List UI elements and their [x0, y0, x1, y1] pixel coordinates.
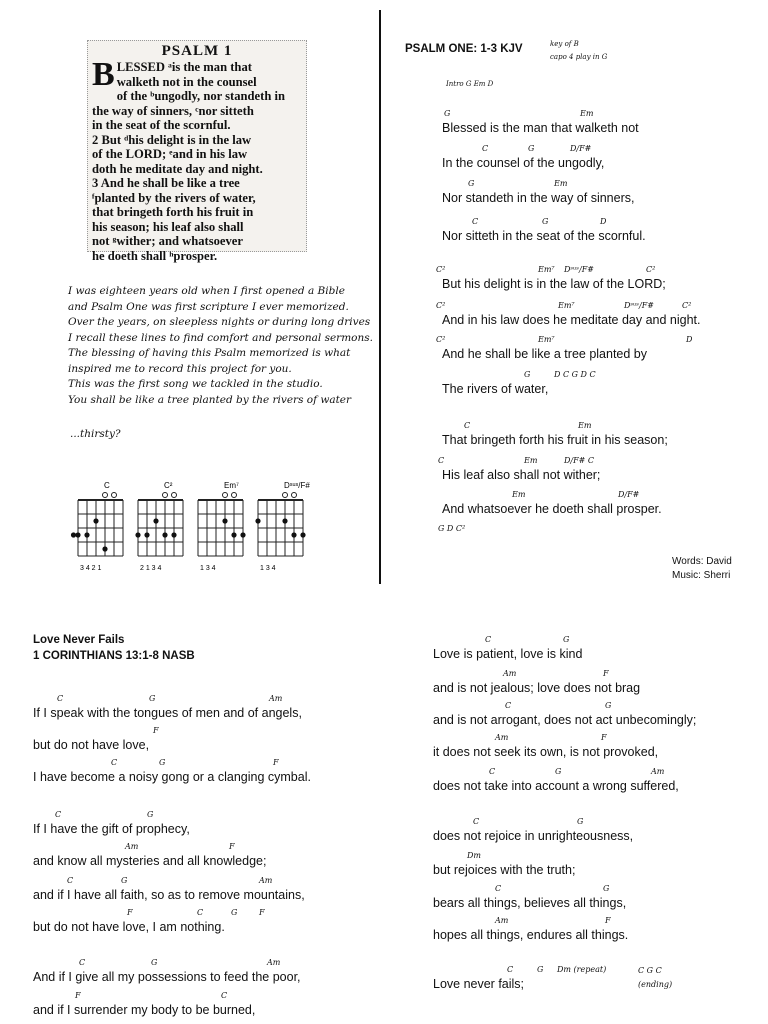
- chord-symbol: Am: [125, 842, 139, 851]
- chord-diagrams: [70, 478, 310, 574]
- psalm-scripture-clipping: [87, 40, 307, 263]
- chord-symbol: C²: [436, 335, 446, 344]
- lyric-line: it does not seek its own, is not provoked,: [433, 745, 659, 759]
- psalm-clipping-line: 3 And he shall be like a tree: [92, 176, 240, 190]
- lyric-line: and know all mysteries and all knowledge;: [33, 854, 267, 868]
- chord-symbol: Em⁷: [538, 335, 555, 344]
- chord-symbol: G: [577, 817, 584, 826]
- chord-symbol: Am: [267, 958, 281, 967]
- lyric-line: and is not arrogant, does not act unbecomingly;: [433, 713, 697, 727]
- chord-symbol: C: [111, 758, 118, 767]
- lyric-line: and is not jealous; love does not brag: [433, 681, 641, 695]
- psalm-clipping-line: he doeth shall ʰprosper.: [92, 248, 218, 263]
- psalm-clipping-text: [92, 56, 302, 263]
- chord-symbol: D: [686, 335, 693, 344]
- love-song-reference: 1 CORINTHIANS 13:1-8 NASB: [33, 650, 195, 662]
- lyric-line: That bringeth forth his fruit in his season;: [442, 433, 668, 447]
- chord-diagram: [255, 481, 310, 572]
- handwritten-story: [68, 284, 373, 408]
- chord-symbol: Em: [524, 456, 538, 465]
- chord-symbol: Em: [580, 109, 594, 118]
- lyric-line: does not take into account a wrong suffered,: [433, 779, 679, 793]
- lyric-line: Nor standeth in the way of sinners,: [442, 191, 635, 205]
- chord-symbol: Em: [554, 179, 568, 188]
- chord-symbol: Em: [512, 490, 526, 499]
- chord-symbol: C: [482, 144, 489, 153]
- chord-symbol: F: [259, 908, 265, 917]
- chord-fingering: 1 3 4: [200, 565, 216, 572]
- chord-symbol: D/F#: [618, 490, 640, 499]
- chord-symbol: Am: [651, 767, 665, 776]
- chord-symbol: Dm (repeat): [557, 965, 607, 974]
- chord-symbol: C: [438, 456, 445, 465]
- lyric-line: Blessed is the man that walketh not: [442, 121, 639, 135]
- lyric-line: but rejoices with the truth;: [433, 863, 576, 877]
- chord-diagram-name: Em⁷: [224, 481, 239, 490]
- story-line: inspired me to record this project for you.: [68, 362, 292, 375]
- credit-music: Music: Sherri: [672, 570, 731, 581]
- chord-symbol: G: [542, 217, 549, 226]
- chord-symbol: G: [444, 109, 451, 118]
- psalm-song-title: PSALM ONE: 1-3 KJV: [405, 43, 523, 55]
- lyric-line: I have become a noisy gong or a clanging cymbal.: [33, 770, 311, 784]
- chord-symbol: Am: [495, 916, 509, 925]
- lyric-line: In the counsel of the ungodly,: [442, 156, 605, 170]
- chord-symbol: D/F#: [570, 144, 592, 153]
- chord-fingering: 2 1 3 4: [140, 565, 162, 572]
- lyric-line: and if I have all faith, so as to remove mountains,: [33, 888, 305, 902]
- chord-symbol: C: [197, 908, 204, 917]
- chord-symbol: C²: [682, 301, 692, 310]
- chord-symbol: C²: [646, 265, 656, 274]
- chord-fingering: 3 4 2 1: [80, 565, 102, 572]
- chord-symbol: C: [57, 694, 64, 703]
- chord-symbol: C: [489, 767, 496, 776]
- chord-symbol: Em⁷: [558, 301, 575, 310]
- psalm-clipping-line: the way of sinners, ᶜnor sitteth: [92, 103, 254, 118]
- chord-symbol: F: [601, 733, 607, 742]
- chord-symbol: C: [55, 810, 62, 819]
- chord-symbol: G: [231, 908, 238, 917]
- chord-diagram: [71, 481, 123, 572]
- chord-symbol: G: [555, 767, 562, 776]
- chord-symbol: F: [273, 758, 279, 767]
- psalm-clipping-line: that bringeth forth his fruit in: [92, 205, 254, 219]
- story-line: I was eighteen years old when I first opened a Bible: [68, 285, 345, 297]
- story-line: This was the first song we tackled in the studio.: [68, 378, 323, 390]
- chord-symbol: D: [600, 217, 607, 226]
- chord-symbol: C: [472, 217, 479, 226]
- chord-diagram-name: C: [104, 481, 110, 490]
- chord-symbol: C²: [436, 265, 446, 274]
- psalm-clipping-line: LESSED ᵃis the man that: [116, 60, 252, 74]
- chord-symbol: G: [537, 965, 544, 974]
- story-line: You shall be like a tree planted by the rivers of water: [68, 393, 352, 406]
- ending-note: (ending): [638, 980, 673, 989]
- chord-symbol: Em⁷: [538, 265, 555, 274]
- chord-symbol: C: [67, 876, 74, 885]
- ending-chords: C G C: [638, 966, 662, 975]
- chord-symbol: Am: [259, 876, 273, 885]
- chord-symbol: G: [524, 370, 531, 379]
- chord-symbol: C: [507, 965, 514, 974]
- chord-diagram-name: Dˢᵘˢ/F#: [284, 481, 310, 490]
- chord-symbol: Em: [578, 421, 592, 430]
- chord-symbol: G: [151, 958, 158, 967]
- chord-symbol: G: [468, 179, 475, 188]
- psalm-clipping-line: walketh not in the counsel: [116, 74, 257, 89]
- chord-fingering: 1 3 4: [260, 565, 276, 572]
- psalm-dropcap: B: [92, 56, 115, 93]
- chord-symbol: G: [121, 876, 128, 885]
- psalm-clipping-line: in the seat of the scornful.: [92, 118, 231, 132]
- psalm-clipping-title: PSALM 1: [161, 43, 233, 59]
- chord-symbol: G: [603, 884, 610, 893]
- story-closing: ...thirsty?: [70, 428, 121, 440]
- chord-symbol: C: [505, 701, 512, 710]
- chord-symbol: D C G D C: [554, 370, 596, 379]
- chord-symbol: F: [229, 842, 235, 851]
- lyric-line: Nor sitteth in the seat of the scornful.: [442, 229, 646, 243]
- chord-diagram-name: C²: [164, 481, 173, 490]
- chord-symbol: C: [79, 958, 86, 967]
- story-line: I recall these lines to find comfort and personal sermons.: [68, 331, 373, 344]
- psalm-clipping-line: of the ᵇungodly, nor standeth in: [116, 89, 285, 103]
- story-line: Over the years, on sleepless nights or during long drives: [68, 316, 371, 328]
- lyric-line: and if I surrender my body to be burned,: [33, 1003, 256, 1017]
- chord-symbol: C: [473, 817, 480, 826]
- chord-symbol: C: [485, 635, 492, 644]
- chord-symbol: Am: [503, 669, 517, 678]
- chord-symbol: C: [495, 884, 502, 893]
- column-divider: [379, 10, 381, 584]
- psalm-clipping-line: doth he meditate day and night.: [92, 161, 263, 176]
- lyric-line: If I have the gift of prophecy,: [33, 822, 190, 836]
- lyric-line: The rivers of water,: [442, 382, 549, 396]
- lyric-line: If I speak with the tongues of men and of angels,: [33, 706, 302, 720]
- key-note: key of B: [550, 40, 579, 48]
- chord-symbol: Dˢᵘˢ/F#: [564, 265, 594, 274]
- psalm-clipping-line: not ᵍwither; and whatsoever: [92, 234, 243, 248]
- chord-symbol: G: [149, 694, 156, 703]
- lyric-line: but do not have love, I am nothing.: [33, 920, 225, 934]
- lyric-line: And whatsoever he doeth shall prosper.: [442, 502, 662, 516]
- chord-symbol: Dm: [467, 851, 481, 860]
- psalm-clipping-line: 2 But ᵈhis delight is in the law: [92, 132, 252, 147]
- chord-symbol: C²: [436, 301, 446, 310]
- outro-chords: G D C²: [438, 524, 466, 533]
- chord-symbol: G: [563, 635, 570, 644]
- chord-symbol: F: [153, 726, 159, 735]
- lyric-line: And he shall be like a tree planted by: [442, 347, 647, 361]
- story-line: and Psalm One was first scripture I ever memorized.: [68, 300, 349, 313]
- lyric-line: but do not have love,: [33, 738, 150, 752]
- story-line: The blessing of having this Psalm memorized is what: [68, 347, 351, 359]
- chord-diagram: [135, 481, 183, 572]
- chord-symbol: G: [528, 144, 535, 153]
- lyric-line: His leaf also shall not wither;: [442, 468, 601, 482]
- chord-symbol: G: [159, 758, 166, 767]
- intro-chords: Intro G Em D: [446, 80, 494, 88]
- psalm-clipping-line: of the LORD; ᵉand in his law: [92, 147, 248, 161]
- psalm-clipping-line: ᶠplanted by the rivers of water,: [92, 190, 256, 205]
- chord-symbol: G: [605, 701, 612, 710]
- lyric-line: Love never fails;: [433, 977, 525, 991]
- chord-symbol: F: [605, 916, 611, 925]
- chord-symbol: F: [75, 991, 81, 1000]
- lyric-line: does not rejoice in unrighteousness,: [433, 829, 634, 843]
- chord-symbol: F: [127, 908, 133, 917]
- chord-symbol: Am: [495, 733, 509, 742]
- chord-symbol: Am: [269, 694, 283, 703]
- love-song-title: Love Never Fails: [33, 634, 125, 646]
- lyric-line: Love is patient, love is kind: [433, 647, 583, 661]
- credit-words: Words: David: [672, 556, 732, 567]
- lyric-line: bears all things, believes all things,: [433, 896, 627, 910]
- psalm-clipping-line: his season; his leaf also shall: [92, 219, 244, 234]
- lyric-line: hopes all things, endures all things.: [433, 928, 629, 942]
- chord-symbol: C: [464, 421, 471, 430]
- chord-symbol: F: [603, 669, 609, 678]
- chord-symbol: D/F# C: [564, 456, 595, 465]
- chord-diagram: [198, 481, 246, 572]
- lyric-line: But his delight is in the law of the LORD;: [442, 277, 666, 291]
- chord-symbol: Dˢᵘˢ/F#: [624, 301, 654, 310]
- capo-note: capo 4 play in G: [550, 53, 608, 61]
- chord-symbol: G: [147, 810, 154, 819]
- lyric-line: And in his law does he meditate day and night.: [442, 313, 701, 327]
- lyric-line: And if I give all my possessions to feed the poor,: [33, 970, 301, 984]
- chord-symbol: C: [221, 991, 228, 1000]
